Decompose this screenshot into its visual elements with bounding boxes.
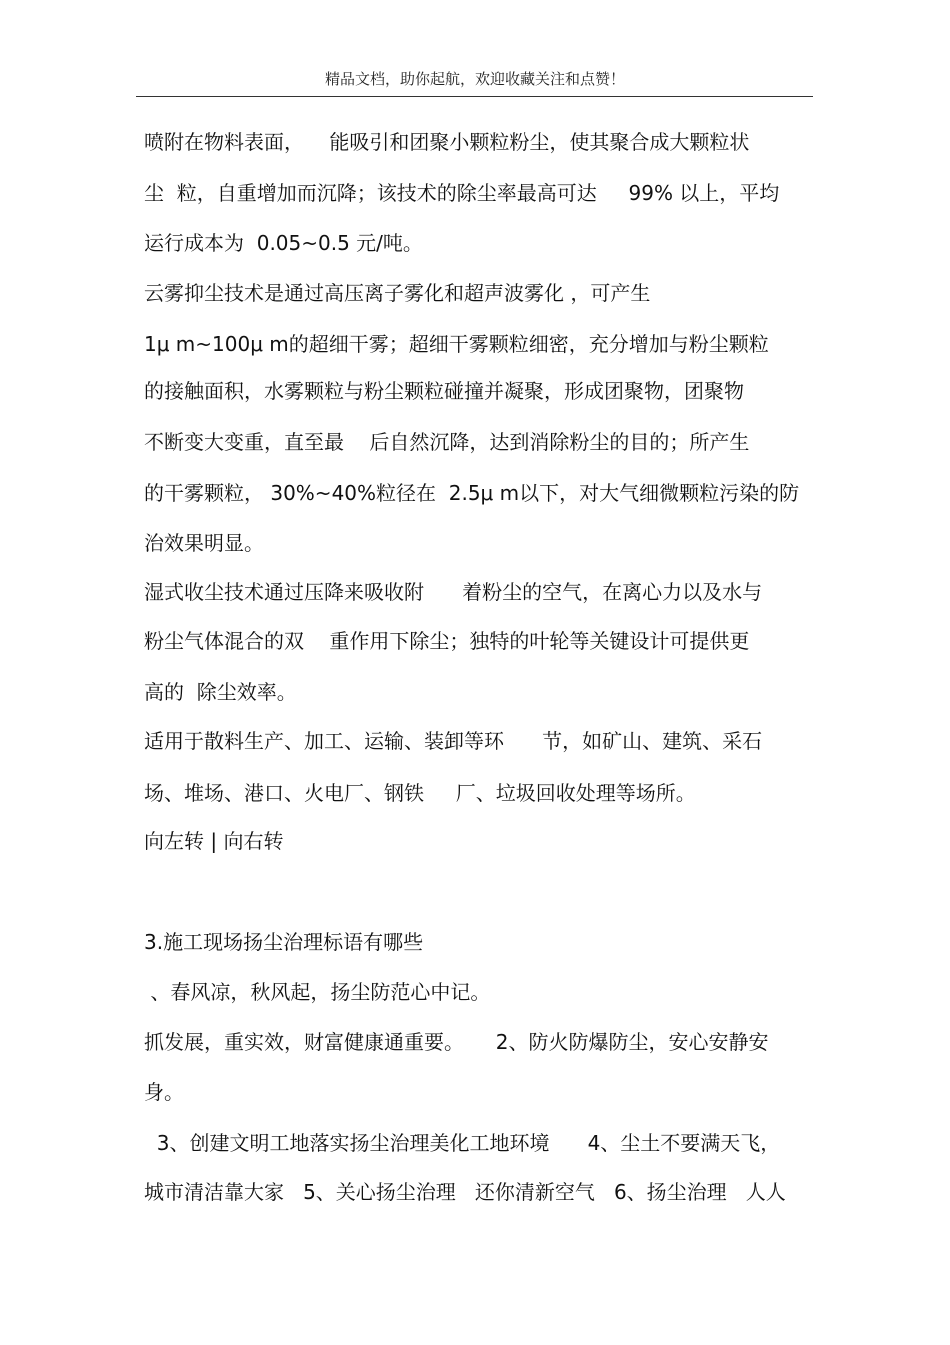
section-title: 3.施工现场扬尘治理标语有哪些: [144, 930, 424, 954]
slogan-line: 城市清洁靠大家 5、关心扬尘治理 还你清新空气 6、扬尘治理 人人: [144, 1180, 786, 1204]
header-divider: [136, 96, 813, 97]
body-line: 喷附在物料表面， 能吸引和团聚小颗粒粉尘，使其聚合成大颗粒状: [144, 130, 750, 154]
rotate-links[interactable]: 向左转 | 向右转: [144, 829, 284, 853]
body-line: 适用于散料生产、加工、运输、装卸等环 节，如矿山、建筑、采石: [144, 729, 763, 753]
body-line: 场、堆场、港口、火电厂、钢铁 厂、垃圾回收处理等场所。: [144, 781, 696, 805]
body-line: 治效果明显。: [144, 531, 264, 555]
body-line: 的干雾颗粒， 30%~40%粒径在 2.5μ m以下，对大气细微颗粒污染的防: [144, 481, 800, 505]
body-line: 不断变大变重，直至最 后自然沉降，达到消除粉尘的目的；所产生: [144, 430, 750, 454]
slogan-line: 抓发展，重实效，财富健康通重要。 2、防火防爆防尘，安心安静安: [144, 1030, 769, 1054]
slogan-line: 、春风凉，秋风起，扬尘防范心中记。: [144, 980, 491, 1004]
body-line: 粉尘气体混合的双 重作用下除尘；独特的叶轮等关键设计可提供更: [144, 629, 750, 653]
body-line: 云雾抑尘技术是通过高压离子雾化和超声波雾化 ，可产生: [144, 281, 651, 305]
slogan-line: 身。: [144, 1080, 184, 1104]
page-header: 精品文档，助你起航，欢迎收藏关注和点赞！: [324, 70, 625, 88]
body-line: 尘 粒，自重增加而沉降；该技术的除尘率最高可达 99% 以上，平均: [144, 181, 780, 205]
slogan-line: 3、创建文明工地落实扬尘治理美化工地环境 4、尘土不要满天飞，: [144, 1131, 781, 1155]
body-line: 运行成本为 0.05~0.5 元/吨。: [144, 231, 423, 255]
body-line: 湿式收尘技术通过压降来吸收附 着粉尘的空气，在离心力以及水与: [144, 580, 763, 604]
body-line: 高的 除尘效率。: [144, 680, 297, 704]
body-line: 的接触面积，水雾颗粒与粉尘颗粒碰撞并凝聚，形成团聚物，团聚物: [144, 379, 744, 403]
body-line: 1μ m~100μ m的超细干雾；超细干雾颗粒细密，充分增加与粉尘颗粒: [144, 332, 769, 356]
